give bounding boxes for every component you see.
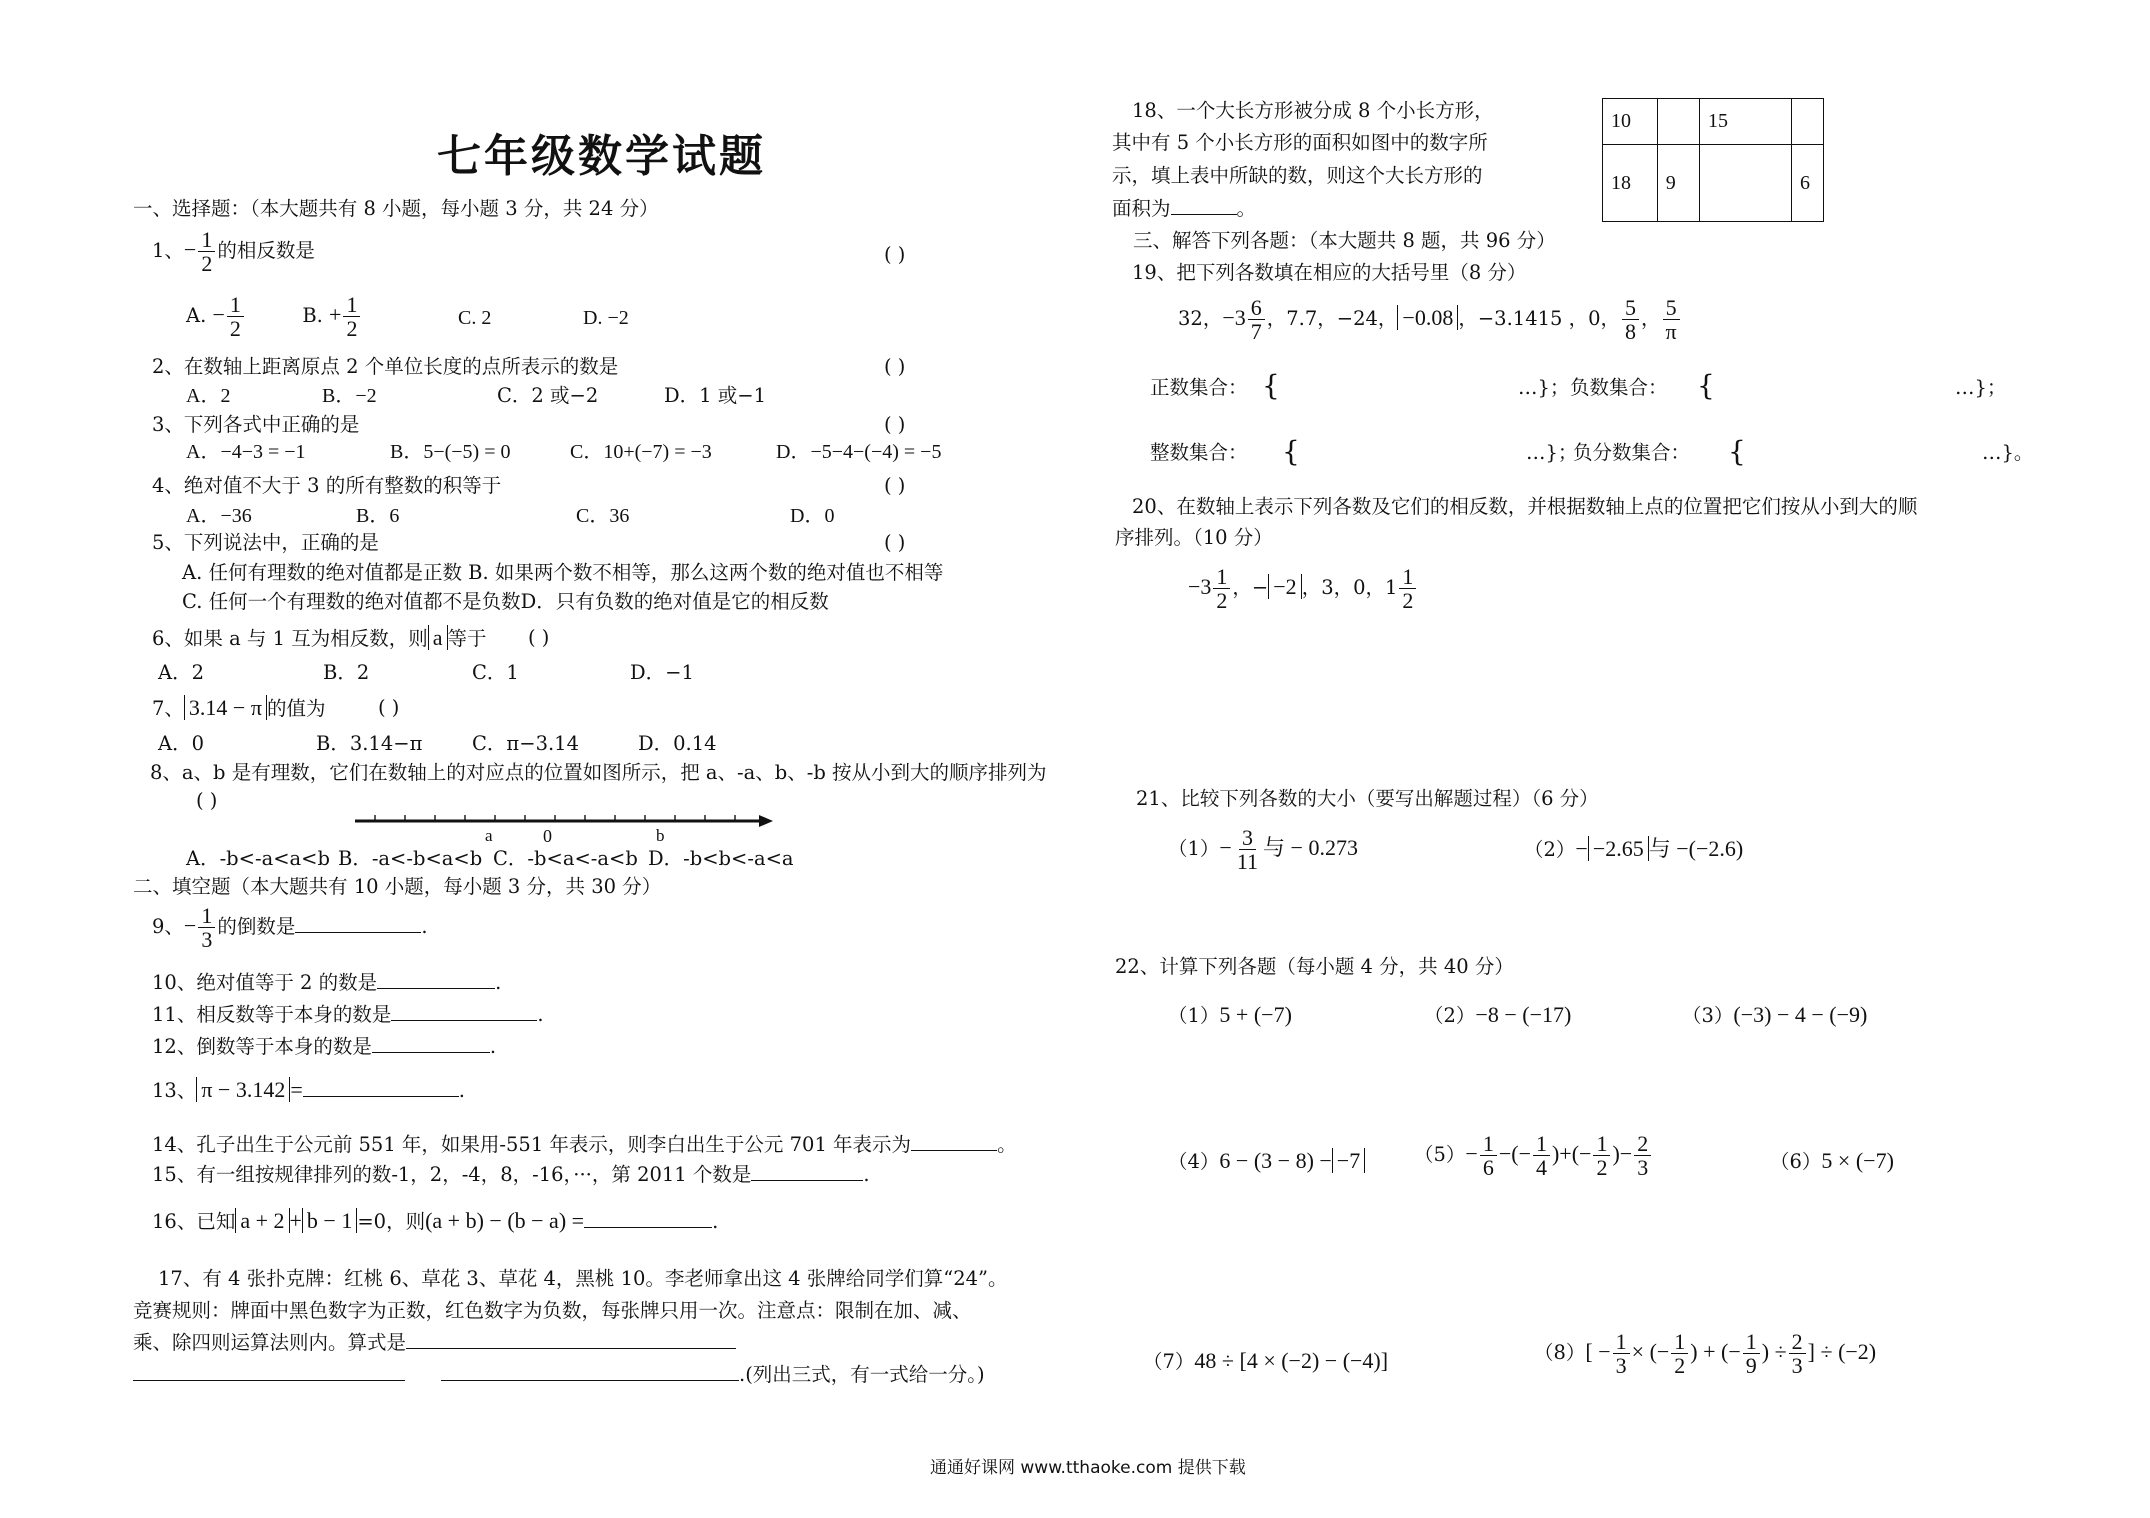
option-b: B．6 xyxy=(356,505,400,527)
question-17-line4: .(列出三式，有一式给一分。) xyxy=(133,1364,985,1386)
footer-credit: 通通好课网 www.tthaoke.com 提供下载 xyxy=(930,1458,1246,1478)
grid-cell: 6 xyxy=(1791,145,1823,222)
answer-paren: ( ) xyxy=(884,243,906,266)
absolute-value: a xyxy=(428,625,448,650)
option-a: A．-b<-a<a<b xyxy=(186,847,330,870)
question-9: 9、− $\frac{1}{3}$ 的倒数是 . xyxy=(152,903,428,953)
answer-paren: ( ) xyxy=(196,789,218,812)
question-22-part6: （6）5 × (−7) xyxy=(1770,1148,1894,1173)
fraction: $\frac{1}{2}$ xyxy=(198,228,215,275)
question-13: 13、 π − 3.142 = . xyxy=(152,1077,465,1102)
question-19-numbers: 32，−3 $\frac{6}{7}$ ，7.7，−24， −0.08 ，−3.1415 ，0， $\frac{5}{8}$ ， $\frac{5}{\pi}$ xyxy=(1178,296,1682,343)
question-6: 6、如果 a 与 1 互为相反数，则 a 等于 xyxy=(152,625,487,650)
set-integer-label: 整数集合： xyxy=(1150,441,1248,464)
option-a: A．−36 xyxy=(186,505,252,527)
question-11: 11、相反数等于本身的数是 . xyxy=(152,1003,544,1026)
page-title: 七年级数学试题 xyxy=(437,131,766,182)
answer-blank xyxy=(406,1348,736,1349)
answer-blank xyxy=(372,1052,490,1053)
question-22-part1: （1）5 + (−7) xyxy=(1168,1002,1292,1027)
question-17-line1: 17、有 4 张扑克牌：红桃 6、草花 3、草花 4，黑桃 10。李老师拿出这 4 张牌给同学们算“24”。 xyxy=(158,1267,1008,1290)
question-14: 14、孔子出生于公元前 551 年，如果用-551 年表示，则李白出生于公元 701 年表示为 。 xyxy=(152,1133,1017,1156)
set-positive-label: 正数集合： xyxy=(1150,376,1248,399)
answer-blank xyxy=(377,988,495,989)
answer-blank xyxy=(303,1096,459,1097)
question-21: 21、比较下列各数的大小（要写出解题过程）（6 分） xyxy=(1136,787,1599,810)
grid-cell xyxy=(1791,99,1823,145)
option-b: B．−2 xyxy=(322,385,377,407)
open-brace: { xyxy=(1728,435,1746,468)
option-c: C．10+(−7) = −3 xyxy=(570,441,712,463)
set-positive-end: …}； xyxy=(1518,376,1570,399)
option-d: D．0 xyxy=(790,505,835,527)
question-18-line4: 面积为 。 xyxy=(1112,197,1257,220)
option-b: B．3.14−π xyxy=(316,732,423,755)
question-8: 8、a、b 是有理数，它们在数轴上的对应点的位置如图所示，把 a、-a、b、-b 按从小到大的顺序排列为 xyxy=(150,761,1047,784)
question-21-part1: （1）− $\frac{3}{11}$ 与 − 0.273 xyxy=(1168,825,1358,875)
set-negfrac-label: 负分数集合： xyxy=(1573,441,1691,464)
question-15: 15、有一组按规律排列的数-1，2，-4，8，-16，···，第 2011 个数是 . xyxy=(152,1163,870,1186)
question-3: 3、下列各式中正确的是 xyxy=(152,413,360,436)
question-21-part2: （2）− −2.65 与 −(−2.6) xyxy=(1524,836,1744,861)
set-negative-end: …}； xyxy=(1955,376,2007,399)
grid-cell xyxy=(1700,145,1792,222)
answer-blank xyxy=(133,1380,405,1381)
option-d: D．0.14 xyxy=(638,732,717,755)
option-c: C．36 xyxy=(576,505,630,527)
grid-cell xyxy=(1657,99,1699,145)
set-integer-end: …}； xyxy=(1526,441,1578,464)
question-5-line2: C. 任何一个有理数的绝对值都不是负数D．只有负数的绝对值是它的相反数 xyxy=(182,590,829,613)
area-grid xyxy=(1602,98,1824,222)
answer-paren: ( ) xyxy=(884,355,906,378)
question-18-line3: 示，填上表中所缺的数，则这个大长方形的 xyxy=(1112,164,1483,187)
option-d: D．1 或−1 xyxy=(664,384,766,407)
set-negative-label: 负数集合： xyxy=(1570,376,1668,399)
question-2: 2、在数轴上距离原点 2 个单位长度的点所表示的数是 xyxy=(152,355,619,378)
question-17-line2: 竞赛规则：牌面中黑色数字为正数，红色数字为负数，每张牌只用一次。注意点：限制在加、减、 xyxy=(133,1299,972,1322)
option-d: D．−5−4−(−4) = −5 xyxy=(776,441,942,463)
option-c: C. 2 xyxy=(458,307,492,329)
option-c: C．-b<a<-a<b xyxy=(493,847,638,870)
question-22-part3: （3）(−3) − 4 − (−9) xyxy=(1682,1002,1868,1027)
answer-paren: ( ) xyxy=(378,696,400,719)
question-20-line1: 20、在数轴上表示下列各数及它们的相反数，并根据数轴上点的位置把它们按从小到大的顺 xyxy=(1132,495,1918,518)
answer-paren: ( ) xyxy=(884,474,906,497)
grid-cell: 10 xyxy=(1603,99,1658,145)
question-1: 1、− $\frac{1}{2}$ 的相反数是 xyxy=(152,227,315,277)
question-5: 5、下列说法中，正确的是 xyxy=(152,531,379,554)
answer-blank xyxy=(751,1180,863,1181)
question-7: 7、 3.14 − π 的值为 xyxy=(152,695,326,720)
option-a: A．−4−3 = −1 xyxy=(186,441,306,463)
question-4: 4、绝对值不大于 3 的所有整数的积等于 xyxy=(152,474,502,497)
set-negfrac-end: …}。 xyxy=(1982,441,2034,464)
question-18-line1: 18、一个大长方形被分成 8 个小长方形， xyxy=(1132,99,1494,122)
absolute-value: 3.14 − π xyxy=(184,695,267,720)
option-c: C．2 或−2 xyxy=(497,384,599,407)
arrow-head xyxy=(759,815,773,827)
question-18-line2: 其中有 5 个小长方形的面积如图中的数字所 xyxy=(1112,131,1488,154)
option-a: A．2 xyxy=(186,385,231,407)
section-2-header: 二、填空题（本大题共有 10 小题，每小题 3 分，共 30 分） xyxy=(133,875,662,898)
label-zero: 0 xyxy=(543,826,552,846)
label-b: b xyxy=(656,826,665,845)
question-20-line2: 序排列。（10 分） xyxy=(1115,526,1273,549)
question-12: 12、倒数等于本身的数是 . xyxy=(152,1035,497,1058)
option-d: D. −2 xyxy=(583,307,629,329)
option-b: B．2 xyxy=(323,661,370,684)
answer-blank xyxy=(441,1380,739,1381)
question-22-part4: （4）6 − (3 − 8) − −7 xyxy=(1168,1148,1365,1173)
section-1-header: 一、选择题：（本大题共有 8 小题，每小题 3 分，共 24 分） xyxy=(133,197,659,220)
option-d: D．-b<b<-a<a xyxy=(648,847,794,870)
question-19: 19、把下列各数填在相应的大括号里（8 分） xyxy=(1132,261,1527,284)
open-brace: { xyxy=(1697,369,1715,402)
option-a: A．2 xyxy=(158,661,204,684)
answer-blank xyxy=(584,1227,712,1228)
option-b: B．5−(−5) = 0 xyxy=(390,441,511,463)
question-10: 10、绝对值等于 2 的数是 . xyxy=(152,971,502,994)
question-22: 22、计算下列各题（每小题 4 分，共 40 分） xyxy=(1115,955,1514,978)
question-16: 16、已知 a + 2 + b − 1 =0，则(a + b) − (b − a) = . xyxy=(152,1208,719,1233)
option-c: C．1 xyxy=(472,661,519,684)
option-c: C．π−3.14 xyxy=(472,732,579,755)
answer-paren: ( ) xyxy=(528,626,550,649)
section-3-header: 三、解答下列各题：（本大题共 8 题，共 96 分） xyxy=(1133,229,1556,252)
number-line xyxy=(355,805,775,845)
label-a: a xyxy=(485,826,493,845)
option-d: D．−1 xyxy=(630,661,694,684)
option-a: A．0 xyxy=(158,732,204,755)
question-1-options: A. − $\frac{1}{2}$ B. + $\frac{1}{2}$ xyxy=(186,293,362,340)
grid-cell: 9 xyxy=(1657,145,1699,222)
answer-blank xyxy=(911,1150,997,1151)
question-22-part7: （7）48 ÷ [4 × (−2) − (−4)] xyxy=(1143,1348,1389,1373)
question-20-numbers: −3 $\frac{1}{2}$ ，− −2 ，3，0，1 $\frac{1}{2}$ xyxy=(1188,565,1418,612)
question-22-part2: （2）−8 − (−17) xyxy=(1424,1002,1572,1027)
answer-blank xyxy=(1171,214,1237,215)
grid-cell: 15 xyxy=(1700,99,1792,145)
absolute-value: π − 3.142 xyxy=(196,1077,290,1102)
question-5-line1: A. 任何有理数的绝对值都是正数 B. 如果两个数不相等，那么这两个数的绝对值也不相等 xyxy=(182,561,944,584)
open-brace: { xyxy=(1282,435,1300,468)
answer-paren: ( ) xyxy=(884,413,906,436)
option-b: B．-a<-b<a<b xyxy=(338,847,483,870)
answer-blank xyxy=(295,932,421,933)
question-22-part8: （8）[ − $\frac{1}{3}$ × (− $\frac{1}{2}$ ) + (− $\frac{1}{9}$ ) ÷ $\frac{2}{3}$ ] ÷ (−2) xyxy=(1534,1329,1877,1379)
answer-paren: ( ) xyxy=(884,531,906,554)
grid-cell: 18 xyxy=(1603,145,1658,222)
open-brace: { xyxy=(1262,369,1280,402)
question-22-part5: （5）− $\frac{1}{6}$ −(− $\frac{1}{4}$ )+(− $\frac{1}{2}$ )− $\frac{2}{3}$ xyxy=(1414,1132,1653,1179)
answer-blank xyxy=(391,1020,537,1021)
question-17-line3: 乘、除四则运算法则内。算式是 xyxy=(133,1332,736,1354)
